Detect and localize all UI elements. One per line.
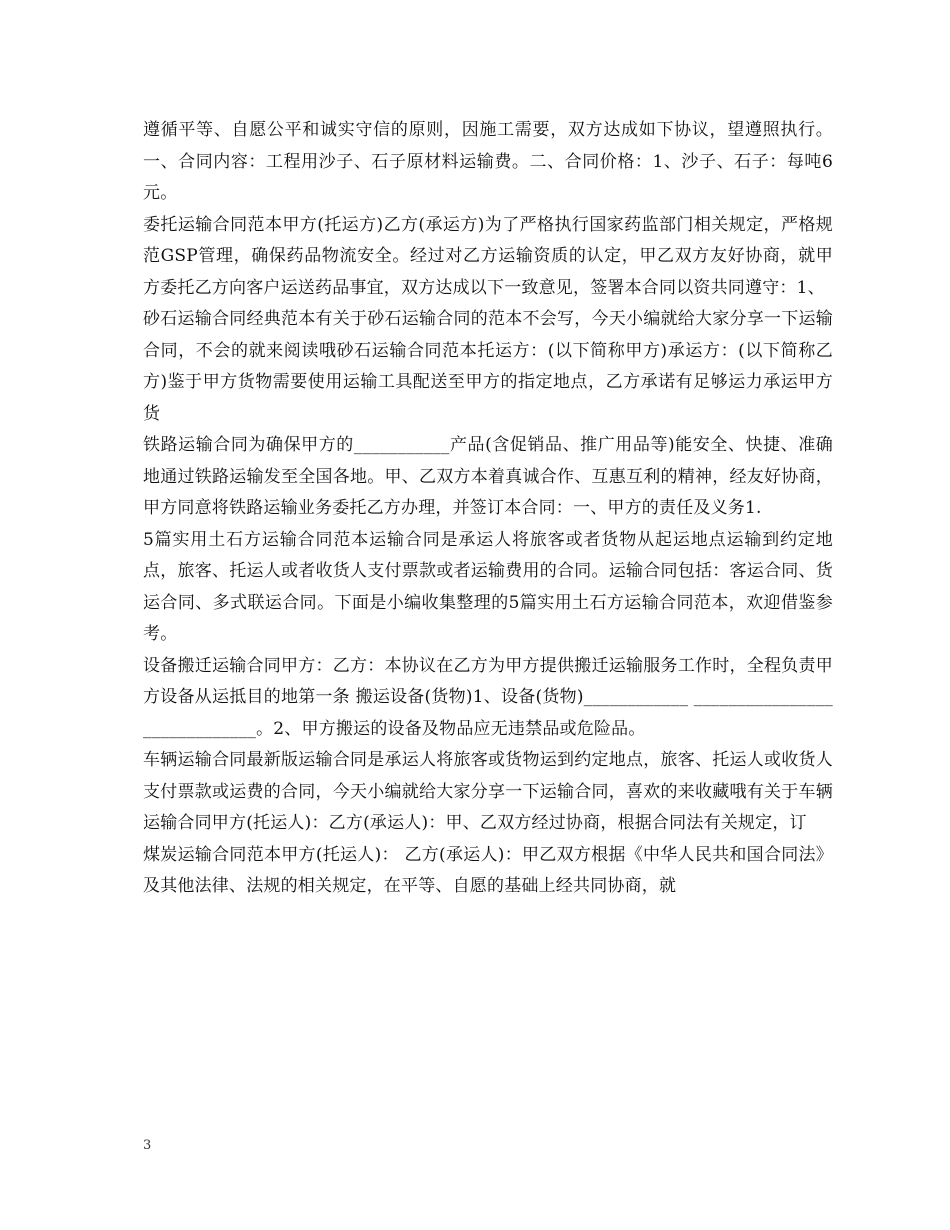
paragraph-7: 车辆运输合同最新版运输合同是承运人将旅客或货物运到约定地点，旅客、托运人或收货人支付票款或运费的合同，今天小编就给大家分享一下运输合同，喜欢的来收藏哦有关于车辆运输合同甲方(托运人)：乙方(承运人)：甲、乙双方经过协商，根据合同法有关规定，订: [143, 750, 833, 833]
document-body: [143, 115, 833, 903]
paragraph-4: 铁路运输合同为确保甲方的___________产品(含促销品、推广用品等)能安全、快捷、准确地通过铁路运输发至全国各地。甲、乙双方本着真诚合作、互惠互利的精神，经友好协商，甲方同意将铁路运输业务委托乙方办理，并签订本合同：一、甲方的责任及义务1.: [143, 435, 833, 518]
paragraph-6: 设备搬迁运输合同甲方：乙方：本协议在乙方为甲方提供搬迁运输服务工作时，全程负责甲方设备从运抵目的地第一条 搬运设备(货物)1、设备(货物)____________ _____________________________。2、甲方搬运的设备及物品应无违禁品或危险品。: [143, 655, 833, 739]
paragraph-1: 遵循平等、自愿公平和诚实守信的原则，因施工需要，双方达成如下协议，望遵照执行。一、合同内容：工程用沙子、石子原材料运输费。二、合同价格：1、沙子、石子：每吨6元。: [143, 120, 833, 203]
paragraph-8: 煤炭运输合同范本甲方(托运人)： 乙方(承运人)：甲乙双方根据《中华人民共和国合同法》及其他法律、法规的相关规定，在平等、自愿的基础上经共同协商，就: [143, 844, 833, 896]
paragraph-2: 委托运输合同范本甲方(托运方)乙方(承运方)为了严格执行国家药监部门相关规定，严格规范GSP管理，确保药品物流安全。经过对乙方运输资质的认定，甲乙双方友好协商，就甲方委托乙方向客户运送药品事宜，双方达成以下一致意见，签署本合同以资共同遵守：1、: [143, 214, 833, 298]
paragraph-5: 5篇实用土石方运输合同范本运输合同是承运人将旅客或者货物从起运地点运输到约定地点，旅客、托运人或者收货人支付票款或者运输费用的合同。运输合同包括：客运合同、货运合同、多式联运合同。下面是小编收集整理的5篇实用土石方运输合同范本，欢迎借鉴参考。: [143, 529, 833, 644]
paragraph-3: 砂石运输合同经典范本有关于砂石运输合同的范本不会写，今天小编就给大家分享一下运输合同，不会的就来阅读哦砂石运输合同范本托运方：(以下简称甲方)承运方：(以下简称乙方)鉴于甲方货物需要使用运输工具配送至甲方的指定地点，乙方承诺有足够运力承运甲方货: [143, 309, 833, 424]
page-number: 3: [143, 1138, 152, 1153]
